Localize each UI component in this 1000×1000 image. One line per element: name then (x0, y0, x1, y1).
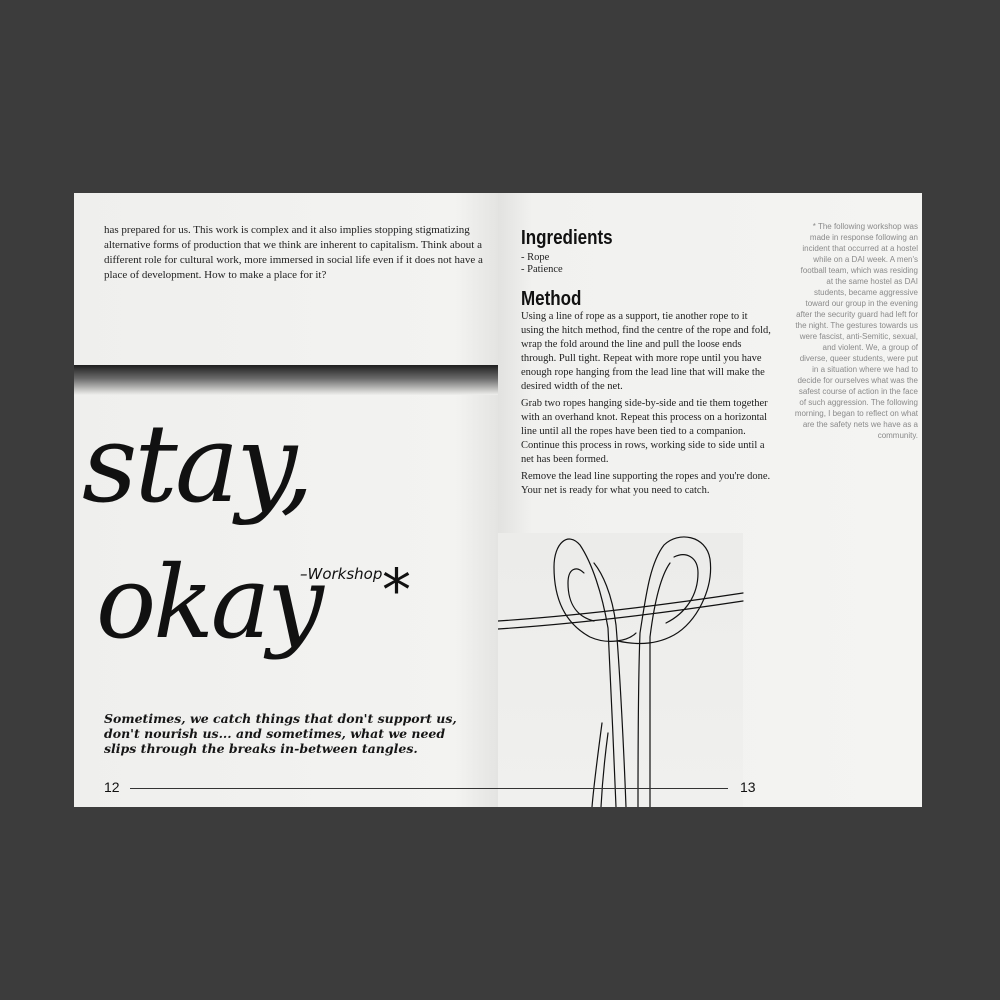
workshop-label: –Workshop (300, 565, 383, 583)
ingredient-item: - Patience (521, 264, 563, 275)
page-number-left: 12 (104, 779, 120, 795)
intro-text: has prepared for us. This work is complex and it also implies stopping stigmatizing alternative forms of production that we think are inherent to capitalism. Think about a different role for cultural work, more immersed in social life even if it does not have a place of development. How to make a place for it? (104, 224, 483, 281)
footer-rule-right (498, 788, 728, 789)
knot-illustration (498, 533, 748, 807)
ingredient-item: - Rope (521, 252, 550, 263)
method-heading: Method (521, 288, 582, 310)
gradient-band (74, 365, 498, 395)
method-paragraph: Remove the lead line supporting the ropes and you're done. Your net is ready for what you need to catch. (521, 471, 771, 496)
title-okay: okay (96, 544, 321, 661)
method-paragraph: Grab two ropes hanging side-by-side and tie them together with an overhand knot. Repeat this process on a horizontal line until all the ropes have been tied to a companion. Continue this process in rows, working side to side until a net has been formed. (521, 398, 768, 465)
title-stay: stay, (82, 402, 312, 527)
tagline: Sometimes, we catch things that don't support us, don't nourish us... and sometimes, what we need slips through the breaks in-between tangles. (104, 711, 457, 756)
ingredients-heading: Ingredients (521, 227, 613, 249)
title-asterisk: * (382, 556, 411, 624)
right-page (498, 193, 922, 807)
page-number-right: 13 (740, 779, 756, 795)
footer-rule-left (130, 788, 498, 789)
left-page (74, 193, 498, 807)
magazine-spread (74, 193, 922, 807)
method-paragraph: Using a line of rope as a support, tie another rope to it using the hitch method, find the centre of the rope and fold, wrap the fold around the line and pull the loose ends through. Pull tight. Repeat with more rope until you have enough rope hanging from the lead line that will make the desired width of the net. (521, 311, 771, 392)
footnote: * The following workshop was made in response following an incident that occurred at a hostel while on a DAI week. A men's football team, which was residing at the same hostel as DAI students, became aggressive toward our group in the evening after the security guard had left for the night. The gestures towards us were fascist, anti-Semitic, sexual, and violent. We, a group of diverse, queer students, were put in a situation where we had to decide for ourselves what was the safest course of action in the face of such aggression. The following morning, I began to reflect on what are the safety nets we have as a community. (794, 222, 918, 440)
